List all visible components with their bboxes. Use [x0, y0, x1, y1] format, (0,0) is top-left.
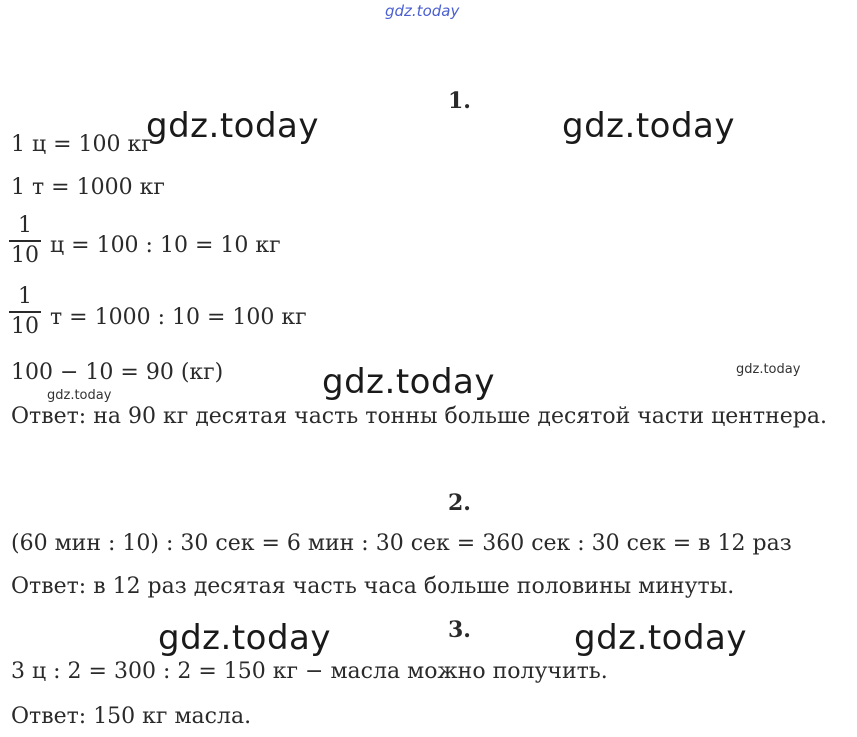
watermark-small: gdz.today	[47, 388, 112, 403]
fraction-bar	[9, 240, 41, 242]
watermark-top: gdz.today	[385, 2, 460, 20]
text-line: 1 ц = 100 кг	[11, 132, 153, 157]
answer-line: Ответ: 150 кг масла.	[11, 704, 252, 729]
text-line: т = 1000 : 10 = 100 кг	[50, 305, 307, 330]
watermark: gdz.today	[146, 106, 319, 146]
fraction-numerator: 1	[18, 284, 32, 309]
text-line: (60 мин : 10) : 30 сек = 6 мин : 30 сек = 360 сек : 30 сек = в 12 раз	[11, 531, 792, 556]
fraction-numerator: 1	[18, 213, 32, 238]
text-line: ц = 100 : 10 = 10 кг	[50, 233, 281, 258]
text-line: 1 т = 1000 кг	[11, 175, 165, 200]
answer-line: Ответ: в 12 раз десятая часть часа больше половины минуты.	[11, 574, 735, 599]
watermark: gdz.today	[322, 362, 495, 402]
fraction-bar	[9, 311, 41, 313]
fraction	[9, 285, 41, 339]
text-line: 100 − 10 = 90 (кг)	[11, 360, 224, 385]
fraction-denominator: 10	[11, 314, 39, 339]
section-2-number: 2.	[448, 490, 471, 516]
watermark: gdz.today	[562, 106, 735, 146]
fraction-denominator: 10	[11, 243, 39, 268]
fraction	[9, 214, 41, 268]
answer-line: Ответ: на 90 кг десятая часть тонны больше десятой части центнера.	[11, 404, 827, 429]
watermark: gdz.today	[574, 618, 747, 658]
watermark: gdz.today	[158, 618, 331, 658]
text-line: 3 ц : 2 = 300 : 2 = 150 кг − масла можно получить.	[11, 659, 608, 684]
section-3-number: 3.	[448, 617, 471, 643]
section-1-number: 1.	[448, 88, 471, 114]
watermark-small: gdz.today	[736, 362, 801, 377]
